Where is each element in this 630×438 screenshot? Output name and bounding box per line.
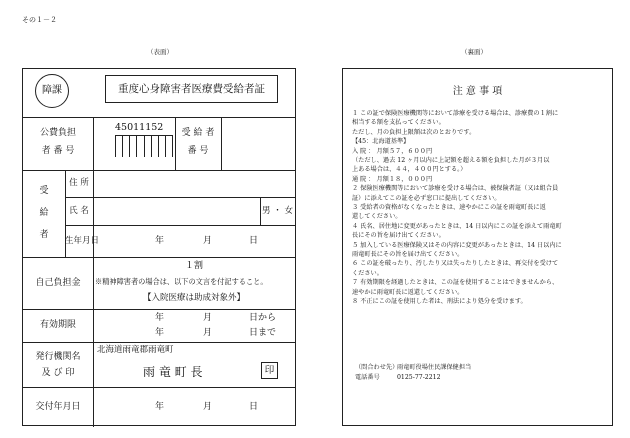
note-line: （ただし、過去 12 ヶ月以内に上記額を超える額を負担した月が３月以 — [352, 157, 550, 164]
validity-until-day: 日まで — [249, 328, 277, 338]
contact-label: （問合わせ先） — [355, 364, 399, 371]
note-line: １ この証で保険医療機関等において診療を受ける場合は、診療費の１割に — [352, 110, 559, 117]
recipient-label-1: 受 給 者 — [181, 128, 215, 138]
phone-label: 電話番号 — [355, 374, 380, 381]
issue-year: 年 — [155, 402, 165, 412]
note-line: 【45：北海道基準】 — [352, 138, 410, 146]
copay-label: 自己負担金 — [35, 278, 81, 288]
sex-label: 男 ・ 女 — [262, 206, 293, 216]
note-line: ５ 加入している医療保険又はその内容に変更があったときは、14 日以内に — [352, 241, 562, 249]
validity-from-day: 日から — [249, 313, 277, 323]
issue-day: 日 — [249, 402, 259, 412]
payer-number: 45011152 — [115, 122, 164, 133]
note-line: 還してください。 — [352, 213, 402, 221]
validity-from-year: 年 — [155, 313, 165, 323]
contact-org: 雨竜町役場住民課保健担当 — [397, 364, 472, 371]
note-line: ６ この証を破ったり、汚したり又は失ったりしたときは、再交付を受けて — [352, 260, 559, 268]
note-line: ただし、月の負担上限額は次のとおりです。 — [352, 128, 476, 136]
note-line: 速やかに雨竜町長に返還してください。 — [352, 288, 464, 296]
birth-label: 生年月日 — [65, 236, 100, 246]
copay-rate: １割 — [184, 261, 203, 271]
corner-label: その１－２ — [22, 16, 57, 24]
validity-label: 有効期限 — [39, 320, 76, 330]
note-line: 入 院 ： 月額５７，６００円 — [352, 147, 433, 155]
birth-day: 日 — [249, 236, 259, 246]
payer-label-1: 公費負担 — [39, 128, 76, 138]
validity-until-month: 月 — [203, 328, 213, 338]
note-line: ３ 受給者の資格がなくなったときは、速やかにこの証を雨竜町長に返 — [352, 204, 546, 211]
copay-inpatient: 【入院医療は助成対象外】 — [142, 293, 245, 303]
note-line: ８ 不正にこの証を使用した者は、刑法により処分を受けます。 — [352, 298, 527, 305]
note-line: ４ 氏名、居住地に変更があったときは、14 日以内にこの証を添えて雨竜町 — [352, 222, 562, 230]
name-label: 氏 名 — [69, 206, 89, 216]
back-card — [342, 68, 613, 426]
note-line: ２ 保険医療機関等において診療を受ける場合は、被保険者証（又は組合員 — [352, 185, 559, 193]
issue-date-label: 交付年月日 — [35, 402, 81, 412]
seal-text: 印 — [264, 365, 275, 376]
issuer-label-1: 発行機関名 — [35, 352, 81, 362]
validity-until-year: 年 — [155, 328, 165, 338]
note-line: 通 院 ： 月額１８，０００円 — [352, 175, 433, 183]
payer-label-2: 者 番 号 — [41, 146, 75, 156]
issuer-address: 北海道雨竜郡雨竜町 — [97, 345, 174, 355]
note-line: 上ある場合は、４４，４００円とする。） — [352, 166, 467, 174]
front-card — [22, 68, 296, 426]
copay-note: ※精神障害者の場合は、以下の文言を付記すること。 — [95, 277, 268, 286]
recipient-label-2: 番 号 — [187, 146, 209, 156]
note-line: 雨竜町長にその旨を届け出てください。 — [352, 251, 464, 258]
address-label: 住 所 — [69, 178, 89, 188]
birth-month: 月 — [203, 236, 213, 246]
note-line: 長にその旨を届け出てください。 — [352, 232, 445, 240]
recipient-vertical-2: 給 — [39, 208, 49, 218]
back-title: 注 意 事 項 — [452, 86, 503, 97]
note-line: ７ 有効期限を経過したときは、この証を使用することはできませんから、 — [352, 279, 559, 287]
stamp-text: 障課 — [42, 85, 62, 96]
note-line: 証）に添えてこの証を必ず窓口に提出してください。 — [352, 194, 501, 202]
back-side-label: （裏面） — [461, 48, 487, 56]
birth-year: 年 — [155, 236, 165, 246]
issuer-label-2: 及 び 印 — [41, 368, 75, 378]
payer-number-grid — [115, 135, 173, 157]
note-line: ください。 — [352, 269, 383, 277]
card-title: 重度心身障害者医療費受給者証 — [118, 83, 265, 95]
issuer-mayor: 雨 竜 町 長 — [143, 365, 203, 379]
recipient-vertical-1: 受 — [39, 186, 49, 196]
recipient-vertical-3: 者 — [39, 230, 49, 240]
front-side-label: （表面） — [147, 48, 173, 56]
phone-number: 0125-77-2212 — [397, 374, 441, 381]
note-line: 相当する額を支払ってください。 — [352, 119, 445, 127]
validity-from-month: 月 — [203, 313, 213, 323]
issue-month: 月 — [203, 402, 213, 412]
